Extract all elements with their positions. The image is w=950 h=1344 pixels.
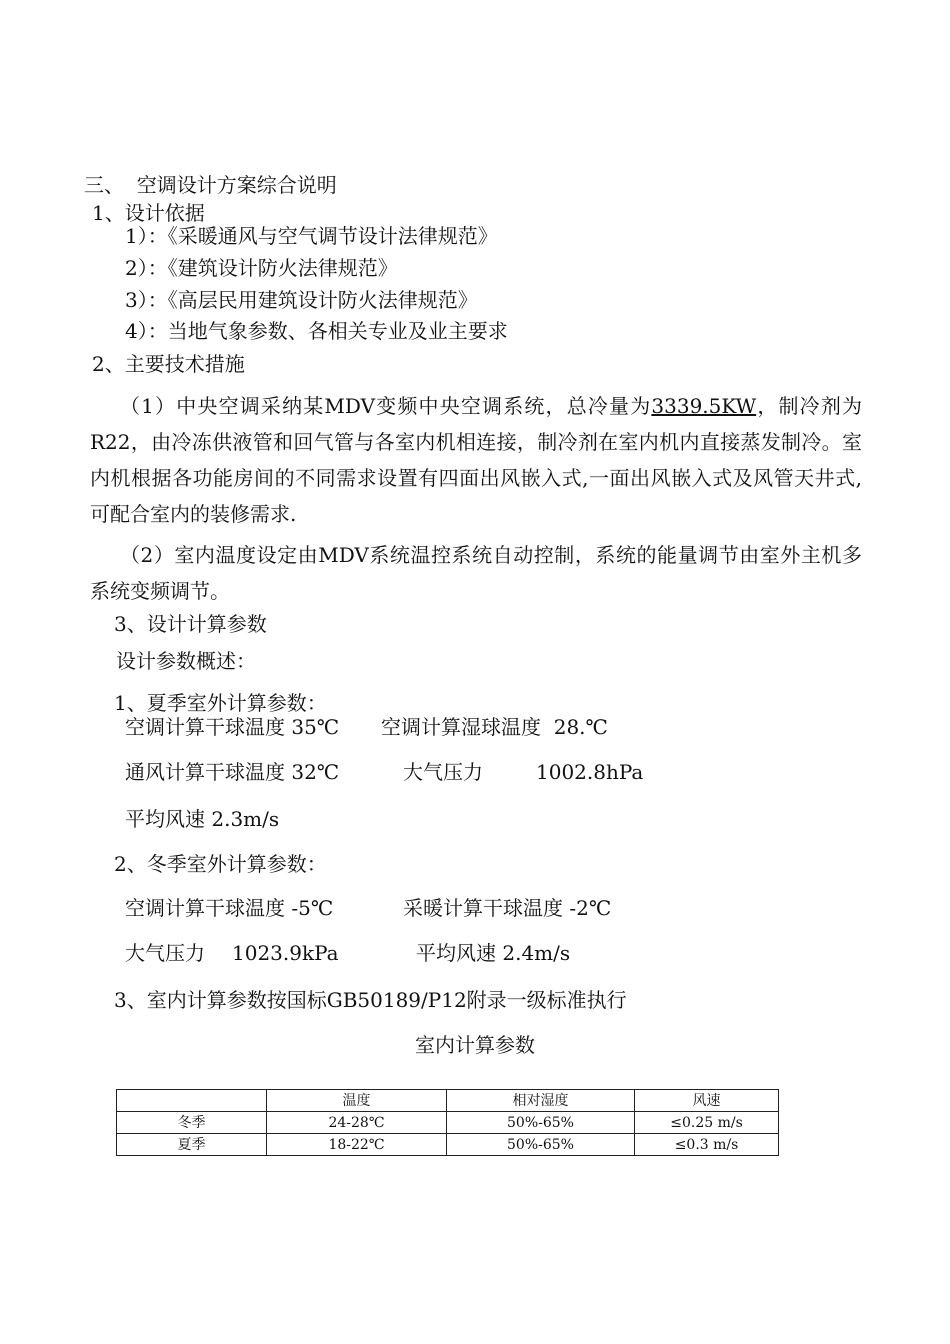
indoor-params-table: [116, 1089, 779, 1156]
basis-heading: 1、设计依据: [92, 201, 205, 225]
summer-wind: 平均风速 2.3m/s: [125, 807, 280, 831]
table-cell: 夏季: [117, 1134, 267, 1156]
table-cell: 50%-65%: [447, 1134, 635, 1156]
basis-item-4: 4）：当地气象参数、各相关专业及业主要求: [125, 319, 508, 343]
measures-paragraph-2: （2）室内温度设定由MDV系统温控系统自动控制，系统的能量调节由室外主机多系统变频调节。: [90, 543, 862, 603]
cooling-capacity: 3339.5KW: [651, 394, 757, 418]
winter-dry-bulb-ac: 空调计算干球温度 -5℃: [125, 896, 334, 920]
measures-heading: 2、主要技术措施: [92, 352, 245, 376]
winter-dry-bulb-heat: 采暖计算干球温度 -2℃: [403, 896, 612, 920]
calc-heading: 3、设计计算参数: [114, 612, 267, 636]
table-cell: 冬季: [117, 1112, 267, 1134]
basis-item-1: 1）：《采暖通风与空气调节设计法律规范》: [125, 224, 498, 248]
table-header-temperature: 温度: [267, 1090, 447, 1112]
summer-pressure-label: 大气压力: [403, 760, 483, 784]
table-row: [117, 1134, 779, 1156]
winter-pressure-label: 大气压力: [125, 941, 205, 965]
summer-dry-bulb-ac: 空调计算干球温度 35℃: [125, 715, 340, 739]
summer-dry-bulb-vent: 通风计算干球温度 32℃: [125, 760, 340, 784]
table-cell: 18-22℃: [267, 1134, 447, 1156]
calc-overview: 设计参数概述：: [116, 649, 256, 673]
table-header-humidity: 相对湿度: [447, 1090, 635, 1112]
table-header-row: [117, 1090, 779, 1112]
winter-wind: 平均风速 2.4m/s: [416, 941, 571, 965]
basis-item-3: 3）：《高层民用建筑设计防火法律规范》: [125, 288, 478, 312]
winter-pressure-value: 1023.9kPa: [232, 941, 339, 965]
table-header-wind-speed: 风速: [635, 1090, 779, 1112]
table-cell: ≤0.25 m/s: [635, 1112, 779, 1134]
summer-wet-bulb-ac: 空调计算湿球温度 28.℃: [381, 715, 608, 739]
summer-pressure-value: 1002.8hPa: [536, 760, 644, 784]
table-cell: 24-28℃: [267, 1112, 447, 1134]
table-cell: ≤0.3 m/s: [635, 1134, 779, 1156]
summer-heading: 1、夏季室外计算参数：: [114, 691, 327, 715]
section-title: 三、 空调设计方案综合说明: [84, 173, 337, 197]
table-cell: 50%-65%: [447, 1112, 635, 1134]
indoor-standard-note: 3、室内计算参数按国标GB50189/P12附录一级标准执行: [114, 988, 627, 1012]
winter-heading: 2、冬季室外计算参数：: [114, 852, 327, 876]
indoor-table-title: 室内计算参数: [415, 1033, 535, 1057]
measures-paragraph-1: （1）中央空调采纳某MDV变频中央空调系统，总冷量为3339.5KW，制冷剂为R22，由冷冻供液管和回气管与各室内机相连接，制冷剂在室内机内直接蒸发制冷。室内机根据各功能房间的不同需求设置有四面出风嵌入式,一面出风嵌入式及风管天井式,可配合室内的装修需求.: [90, 394, 862, 526]
table-row: [117, 1112, 779, 1134]
table-header-cell: [117, 1090, 267, 1112]
basis-item-2: 2）：《建筑设计防火法律规范》: [125, 256, 398, 280]
